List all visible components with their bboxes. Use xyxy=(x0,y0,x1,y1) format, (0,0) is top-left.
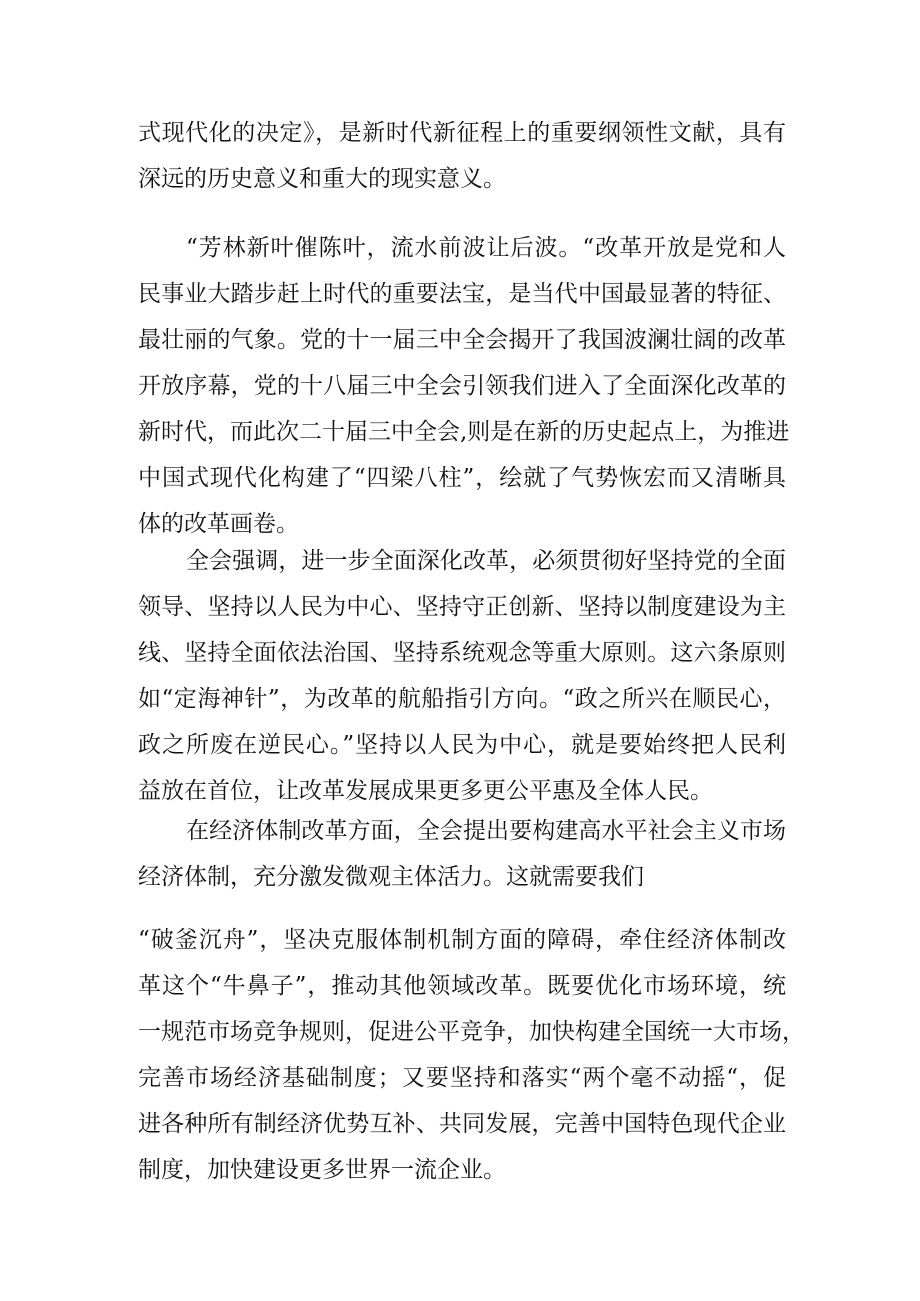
paragraph-2 xyxy=(138,225,790,547)
text-line: 民事业大踏步赶上时代的重要法宝，是当代中国最显著的特征、 xyxy=(138,281,786,307)
text-line: 完善市场经济基础制度；又要坚持和落实“两个毫不动摇“，促 xyxy=(138,1065,786,1091)
text-line: 线、坚持全面依法治国、坚持系统观念等重大原则。这六条原则 xyxy=(138,640,786,666)
paragraph-5 xyxy=(138,917,805,1193)
text-line: 在经济体制改革方面，全会提出要构建高水平社会主义市场 xyxy=(186,818,786,844)
text-line: 革这个“牛鼻子”，推动其他领域改革。既要优化市场环境，统 xyxy=(138,973,786,999)
text-line: 开放序幕，党的十八届三中全会引领我们进入了全面深化改革的 xyxy=(138,373,786,399)
text-line: “芳林新叶催陈叶，流水前波让后波。“改革开放是党和人 xyxy=(186,235,786,261)
text-line: 最壮丽的气象。党的十一届三中全会揭开了我国波澜壮阔的改革 xyxy=(138,327,786,353)
text-line: 一规范市场竞争规则，促进公平竞争，加快构建全国统一大市场， xyxy=(138,1019,805,1045)
text-line: 进各种所有制经济优势互补、共同发展，完善中国特色现代企业 xyxy=(138,1111,786,1137)
text-line: 体的改革画卷。 xyxy=(138,511,299,537)
text-line: 全会强调，进一步全面深化改革，必须贯彻好坚持党的全面 xyxy=(186,548,786,574)
paragraph-4 xyxy=(138,808,786,900)
text-line: 制度，加快建设更多世界一流企业。 xyxy=(138,1157,506,1183)
text-line: 政之所废在逆民心。”坚持以人民为中心，就是要始终把人民利 xyxy=(138,732,786,758)
paragraph-1 xyxy=(138,110,786,202)
text-line: “破釜沉舟”，坚决克服体制机制方面的障碍，牵住经济体制改 xyxy=(138,927,786,953)
text-line: 深远的历史意义和重大的现实意义。 xyxy=(138,166,506,192)
text-line: 经济体制，充分激发微观主体活力。这就需要我们 xyxy=(138,864,644,890)
text-line: 新时代，而此次二十届三中全会,则是在新的历史起点上，为推进 xyxy=(138,419,790,445)
text-line: 领导、坚持以人民为中心、坚持守正创新、坚持以制度建设为主 xyxy=(138,594,786,620)
text-line: 益放在首位，让改革发展成果更多更公平惠及全体人民。 xyxy=(138,778,713,804)
text-line: 式现代化的决定》，是新时代新征程上的重要纲领性文献，具有 xyxy=(138,120,786,146)
paragraph-3 xyxy=(138,538,786,814)
text-line: 中国式现代化构建了“四梁八柱”，绘就了气势恢宏而又清晰具 xyxy=(138,465,786,491)
text-line: 如“定海神针”，为改革的航船指引方向。“政之所兴在顺民心， xyxy=(138,686,786,712)
